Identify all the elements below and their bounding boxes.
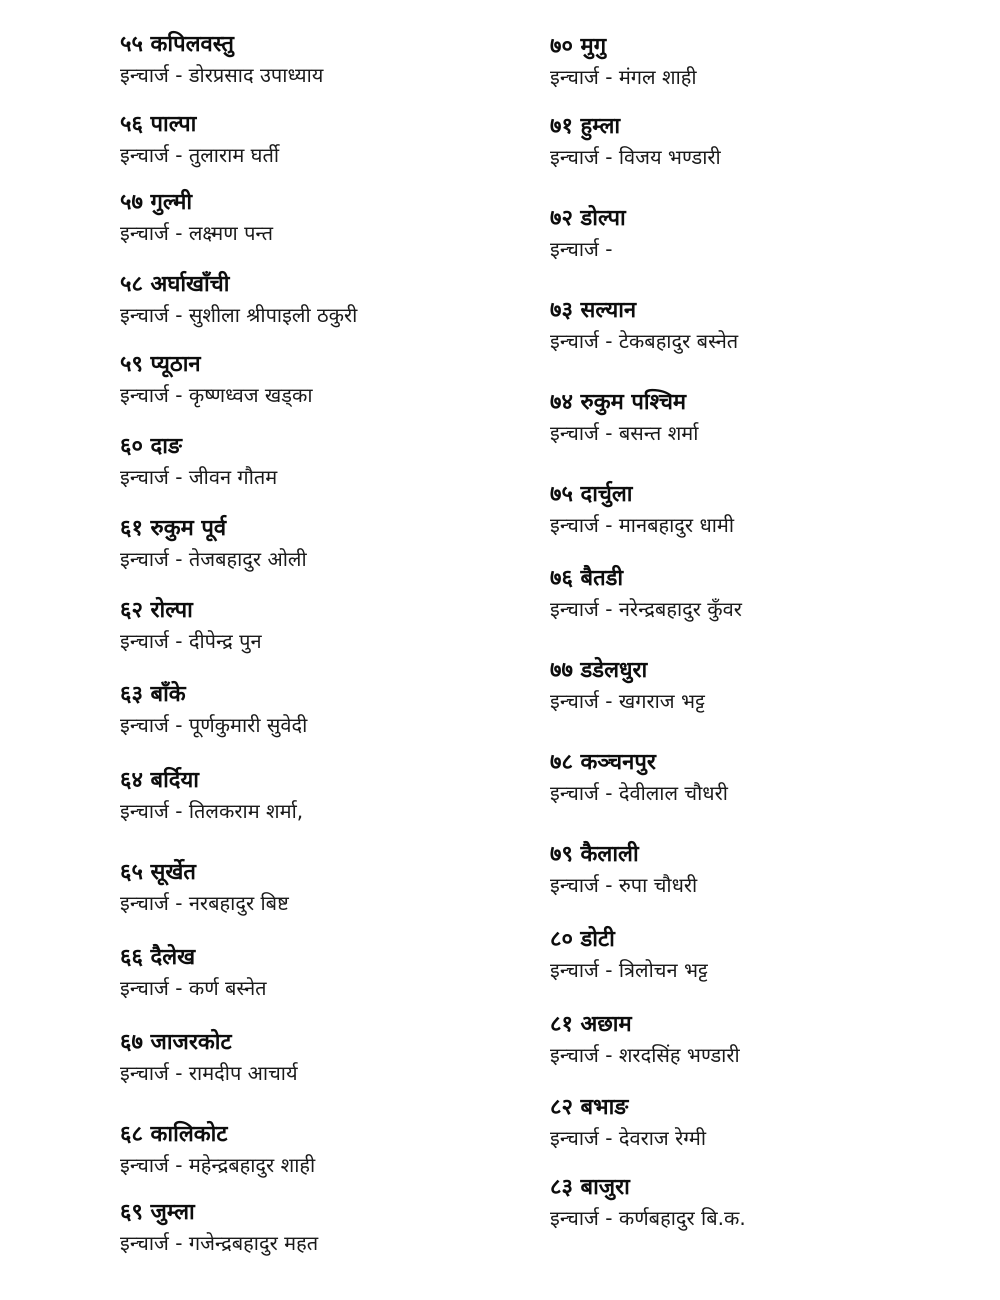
district-entry bbox=[550, 388, 970, 448]
district-entry bbox=[120, 514, 540, 574]
district-title: ७२ डोल्पा bbox=[550, 206, 626, 231]
district-entry bbox=[550, 32, 970, 92]
incharge-line: इन्चार्ज - दीपेन्द्र पुन bbox=[120, 629, 262, 653]
district-entry bbox=[120, 110, 540, 170]
district-title: ६१ रुकुम पूर्व bbox=[120, 516, 227, 541]
district-entry bbox=[120, 432, 540, 492]
incharge-line: इन्चार्ज - महेन्द्रबहादुर शाही bbox=[120, 1153, 316, 1177]
district-title: ५९ प्यूठान bbox=[120, 352, 201, 377]
incharge-line: इन्चार्ज - मानबहादुर धामी bbox=[550, 513, 735, 537]
district-entry bbox=[120, 858, 540, 918]
incharge-line: इन्चार्ज - शरदसिंह भण्डारी bbox=[550, 1043, 740, 1067]
district-entry bbox=[120, 1028, 540, 1088]
district-title: ७० मुगु bbox=[550, 34, 607, 59]
incharge-line: इन्चार्ज - बसन्त शर्मा bbox=[550, 421, 699, 445]
district-entry bbox=[120, 270, 540, 330]
incharge-line: इन्चार्ज - कर्णबहादुर बि.क. bbox=[550, 1206, 746, 1230]
district-title: ५७ गुल्मी bbox=[120, 190, 193, 215]
incharge-line: इन्चार्ज - कर्ण बस्नेत bbox=[120, 976, 267, 1000]
district-entry bbox=[550, 112, 970, 172]
incharge-line: इन्चार्ज - जीवन गौतम bbox=[120, 465, 278, 489]
district-entry bbox=[550, 480, 970, 540]
incharge-line: इन्चार्ज - bbox=[550, 237, 613, 261]
incharge-line: इन्चार्ज - गजेन्द्रबहादुर महत bbox=[120, 1231, 319, 1255]
district-entry bbox=[550, 1093, 970, 1153]
incharge-line: इन्चार्ज - कृष्णध्वज खड्का bbox=[120, 383, 313, 407]
district-title: ६८ कालिकोट bbox=[120, 1122, 228, 1147]
district-title: ५८ अर्घाखाँची bbox=[120, 272, 230, 297]
district-entry bbox=[550, 1173, 970, 1233]
district-entry bbox=[550, 840, 970, 900]
incharge-line: इन्चार्ज - नरेन्द्रबहादुर कुँवर bbox=[550, 597, 742, 621]
incharge-line: इन्चार्ज - मंगल शाही bbox=[550, 65, 697, 89]
district-entry bbox=[120, 1198, 540, 1258]
left-column bbox=[120, 0, 540, 1300]
incharge-line: इन्चार्ज - देवराज रेग्मी bbox=[550, 1126, 707, 1150]
district-title: ७५ दार्चुला bbox=[550, 482, 633, 507]
right-column bbox=[550, 0, 970, 1300]
incharge-line: इन्चार्ज - टेकबहादुर बस्नेत bbox=[550, 329, 739, 353]
district-title: ६० दाङ bbox=[120, 434, 182, 459]
district-entry bbox=[120, 1120, 540, 1180]
incharge-line: इन्चार्ज - तेजबहादुर ओली bbox=[120, 547, 307, 571]
district-entry bbox=[550, 748, 970, 808]
district-title: ७१ हुम्ला bbox=[550, 114, 621, 139]
incharge-line: इन्चार्ज - रुपा चौधरी bbox=[550, 873, 698, 897]
incharge-line: इन्चार्ज - तिलकराम शर्मा, bbox=[120, 799, 304, 823]
district-title: ६९ जुम्ला bbox=[120, 1200, 195, 1225]
incharge-line: इन्चार्ज - लक्ष्मण पन्त bbox=[120, 221, 273, 245]
district-title: ७४ रुकुम पश्चिम bbox=[550, 390, 687, 415]
district-entry bbox=[120, 680, 540, 740]
incharge-line: इन्चार्ज - खगराज भट्ट bbox=[550, 689, 705, 713]
incharge-line: इन्चार्ज - सुशीला श्रीपाइली ठकुरी bbox=[120, 303, 358, 327]
district-title: ७८ कञ्चनपुर bbox=[550, 750, 656, 775]
district-title: ६३ बाँके bbox=[120, 682, 186, 707]
incharge-line: इन्चार्ज - त्रिलोचन भट्ट bbox=[550, 958, 708, 982]
district-title: ८२ बभाङ bbox=[550, 1095, 629, 1120]
district-entry bbox=[120, 30, 540, 90]
district-title: ६७ जाजरकोट bbox=[120, 1030, 232, 1055]
district-title: ८० डोटी bbox=[550, 927, 615, 952]
incharge-line: इन्चार्ज - तुलाराम घर्ती bbox=[120, 143, 280, 167]
district-entry bbox=[120, 596, 540, 656]
district-entry bbox=[120, 188, 540, 248]
district-entry bbox=[550, 656, 970, 716]
incharge-line: इन्चार्ज - डोरप्रसाद उपाध्याय bbox=[120, 63, 324, 87]
incharge-line: इन्चार्ज - पूर्णकुमारी सुवेदी bbox=[120, 713, 308, 737]
district-title: ५५ कपिलवस्तु bbox=[120, 32, 234, 57]
district-title: ७९ कैलाली bbox=[550, 842, 639, 867]
district-entry bbox=[550, 925, 970, 985]
district-entry bbox=[550, 296, 970, 356]
district-entry bbox=[120, 766, 540, 826]
district-title: ५६ पाल्पा bbox=[120, 112, 197, 137]
district-entry bbox=[550, 204, 970, 264]
incharge-line: इन्चार्ज - नरबहादुर बिष्ट bbox=[120, 891, 289, 915]
district-entry bbox=[120, 350, 540, 410]
district-entry bbox=[550, 564, 970, 624]
district-title: ७३ सल्यान bbox=[550, 298, 637, 323]
district-title: ७६ बैतडी bbox=[550, 566, 624, 591]
district-title: ८१ अछाम bbox=[550, 1012, 632, 1037]
district-title: ७७ डडेलधुरा bbox=[550, 658, 648, 683]
district-title: ६४ बर्दिया bbox=[120, 768, 199, 793]
district-entry bbox=[120, 943, 540, 1003]
district-title: ६५ सूर्खेत bbox=[120, 860, 196, 885]
incharge-line: इन्चार्ज - देवीलाल चौधरी bbox=[550, 781, 728, 805]
incharge-line: इन्चार्ज - रामदीप आचार्य bbox=[120, 1061, 298, 1085]
incharge-line: इन्चार्ज - विजय भण्डारी bbox=[550, 145, 721, 169]
district-title: ६२ रोल्पा bbox=[120, 598, 193, 623]
district-title: ८३ बाजुरा bbox=[550, 1175, 630, 1200]
district-entry bbox=[550, 1010, 970, 1070]
district-title: ६६ दैलेख bbox=[120, 945, 196, 970]
